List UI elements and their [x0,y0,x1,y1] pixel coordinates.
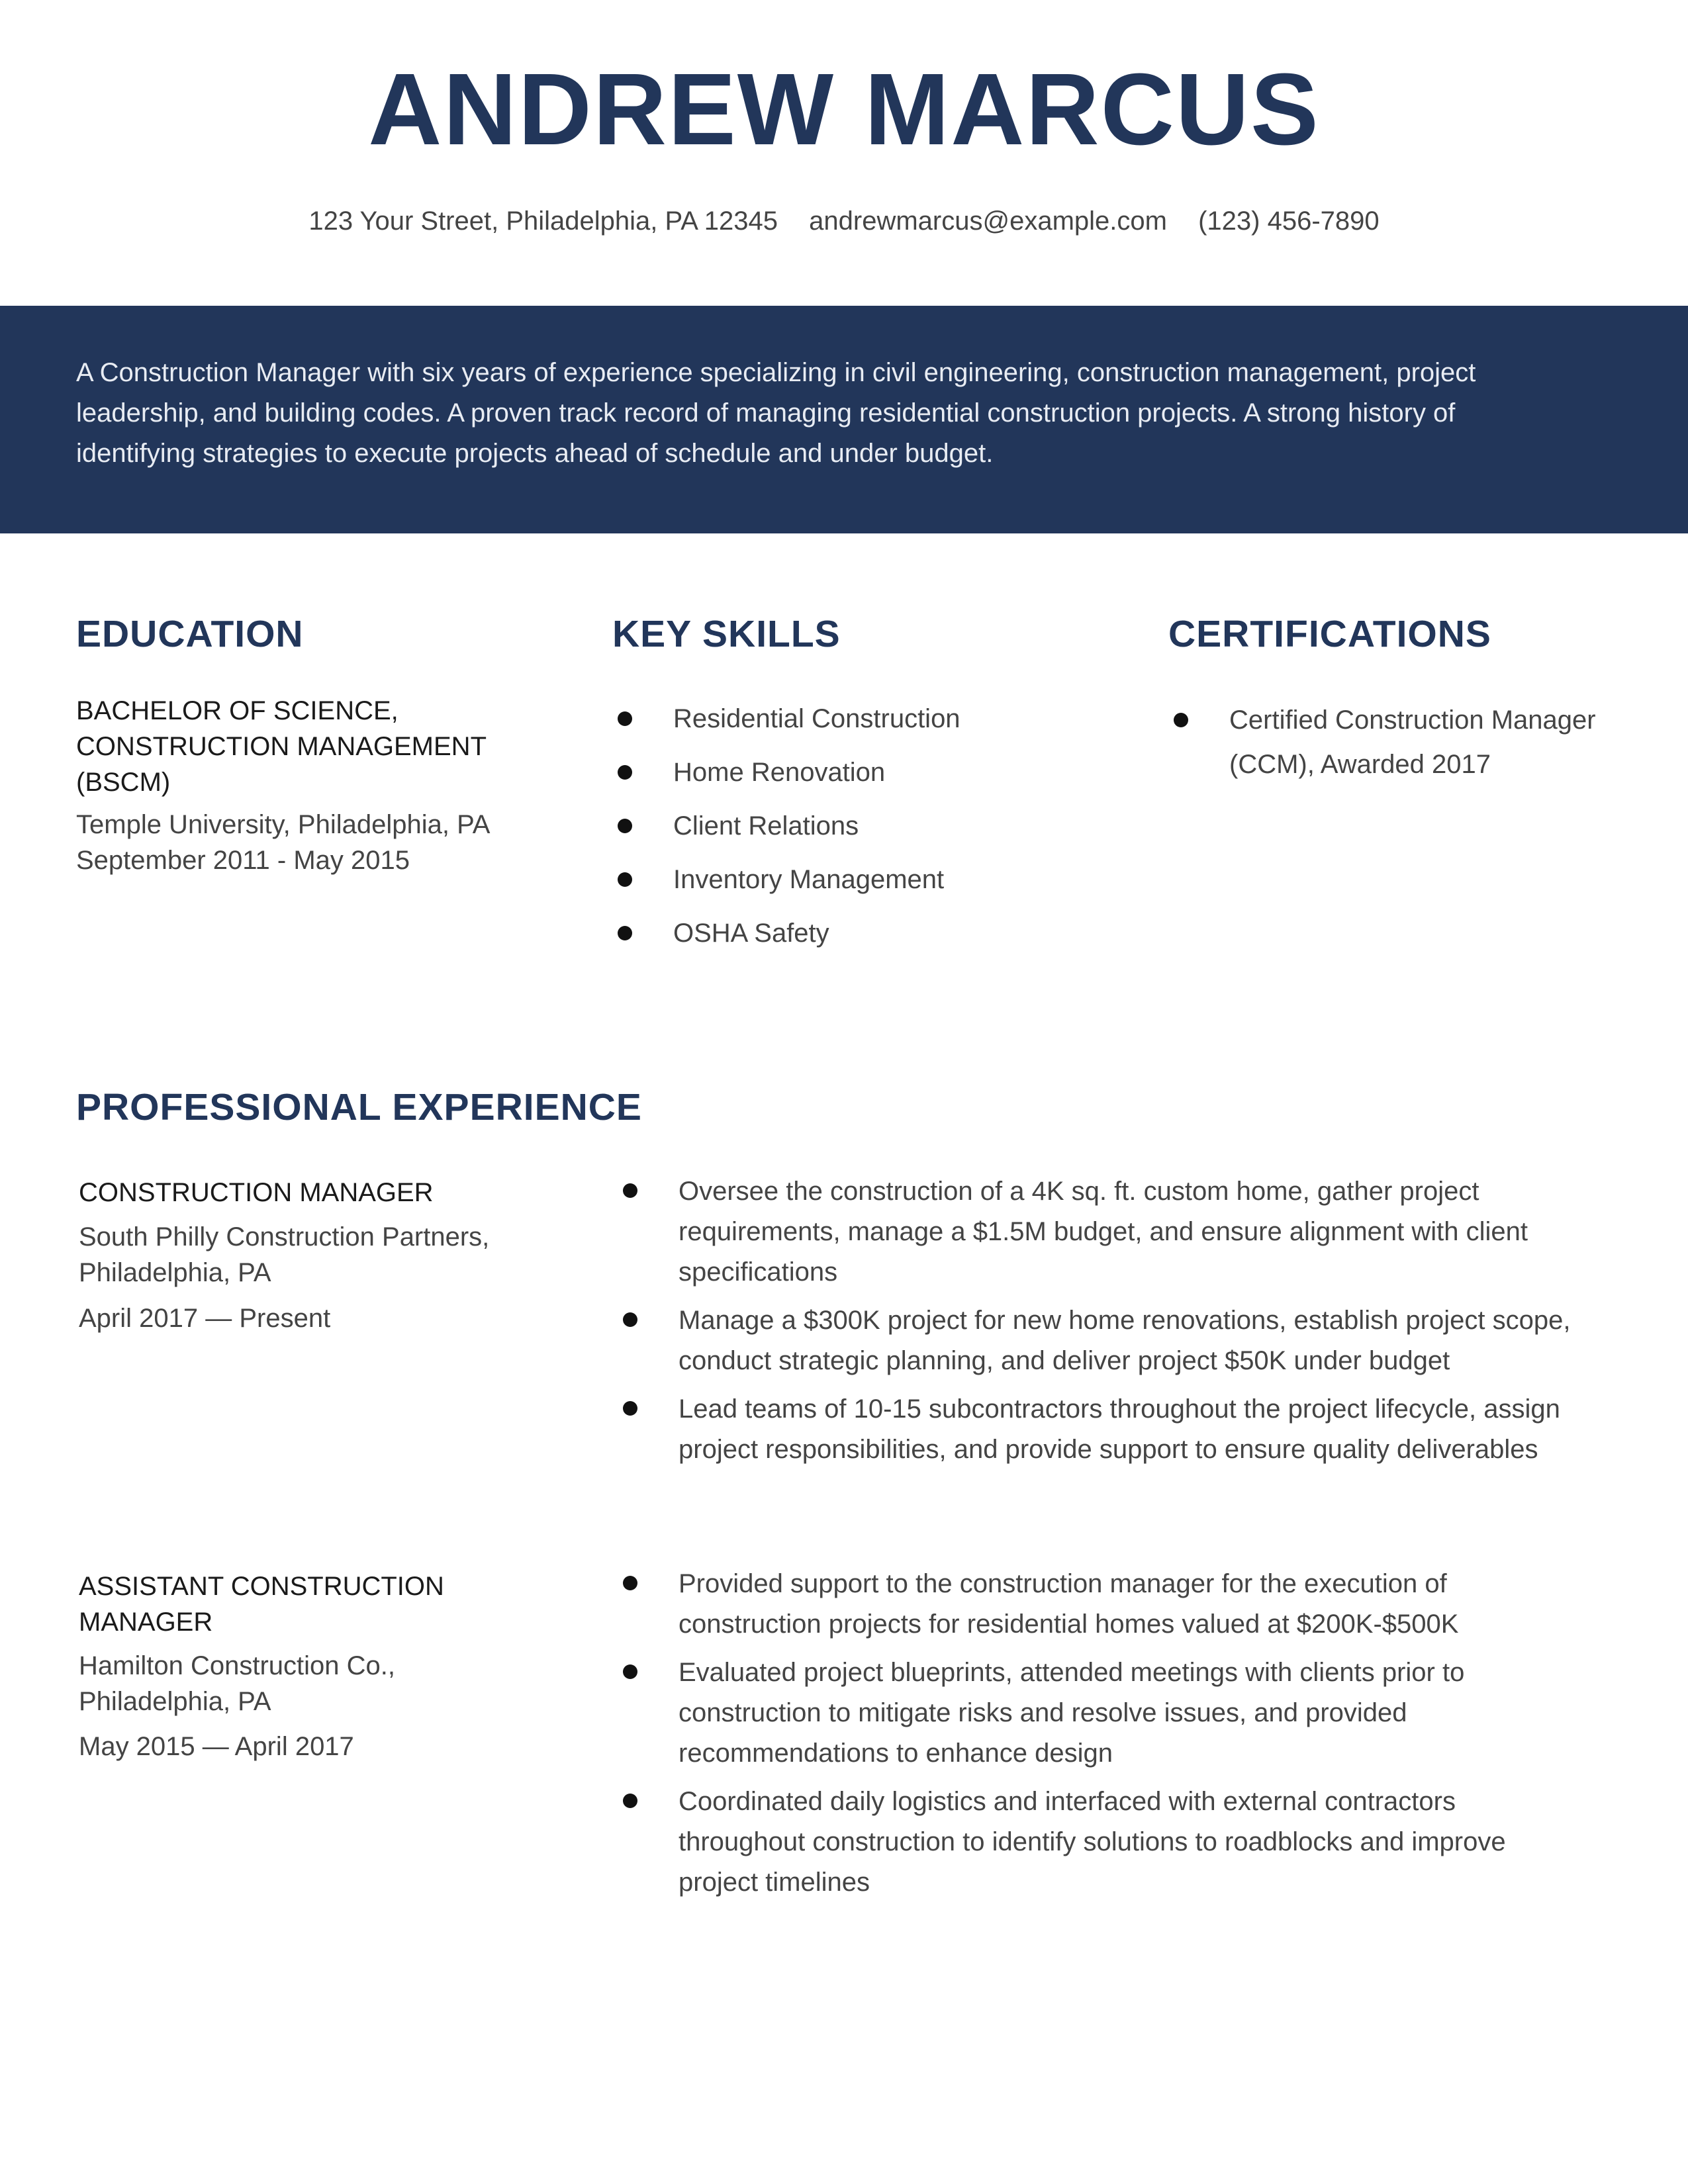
job-bullet-text: Evaluated project blueprints, attended meetings with clients prior to construction to mitigate risks and resolve issues, and provided recommendations to enhance design [679,1658,1465,1768]
bullet-dot [618,819,632,833]
job-dates: May 2015 — April 2017 [79,1732,354,1761]
job-bullet [618,1782,1584,1903]
job-bullet-text: Oversee the construction of a 4K sq. ft. custom home, gather project requirements, manage a $1.5M budget, and ensure alignment with client specifications [679,1177,1528,1287]
job-company: South Philly Construction Partners, Philadelphia, PA [79,1222,490,1287]
job-bullet [618,1389,1584,1470]
job-bullet [618,1300,1584,1381]
contact-line [0,206,1688,236]
bullet-dot [618,765,632,780]
certifications-list [1168,698,1625,787]
job-title: CONSTRUCTION MANAGER [79,1178,434,1207]
job-bullet [618,1653,1584,1774]
skill-label: Residential Construction [673,704,961,733]
bullet-dot [623,1794,637,1808]
skill-label: Inventory Management [673,865,945,894]
experience-heading: PROFESSIONAL EXPERIENCE [76,1086,642,1128]
skill-item [612,862,1115,915]
job-title: ASSISTANT CONSTRUCTION MANAGER [79,1572,444,1637]
bullet-dot [618,711,632,726]
skill-label: Home Renovation [673,758,886,787]
skill-item [612,915,1115,969]
skills-heading: KEY SKILLS [612,613,841,655]
bullet-dot [618,926,632,940]
bullet-dot [623,1183,637,1198]
job-bullet [618,1564,1584,1645]
skill-label: Client Relations [673,811,859,841]
skill-item [612,808,1115,862]
contact-address: 123 Your Street, Philadelphia, PA 12345 [308,206,778,236]
job-bullet-text: Provided support to the construction manager for the execution of construction projects for residential homes valued at $200K-$500K [679,1569,1459,1639]
skills-list [612,701,1115,969]
education-degree: BACHELOR OF SCIENCE, CONSTRUCTION MANAGEMENT (BSCM) [76,696,487,797]
job-bullets [618,1171,1584,1478]
bullet-dot [618,872,632,887]
bullet-dot [623,1664,637,1679]
education-school: Temple University, Philadelphia, PA [76,810,491,839]
contact-email[interactable]: andrewmarcus@example.com [809,206,1167,236]
skill-item [612,701,1115,754]
education-dates: September 2011 - May 2015 [76,846,410,875]
bullet-dot [623,1401,637,1416]
education-heading: EDUCATION [76,613,304,655]
job-bullet [618,1171,1584,1293]
certifications-heading: CERTIFICATIONS [1168,613,1491,655]
certification-item [1168,698,1625,787]
job-bullet-text: Manage a $300K project for new home renovations, establish project scope, conduct strategic planning, and deliver project $50K under budget [679,1306,1571,1375]
summary-text: A Construction Manager with six years of experience specializing in civil engineering, construction management, project leadership, and building codes. A proven track record of managing residential construction projects. A strong history of identifying strategies to execute projects ahead of schedule and under budget. [76,358,1476,468]
skill-label: OSHA Safety [673,919,829,948]
resume-name: ANDREW MARCUS [368,52,1320,166]
certification-label: Certified Construction Manager (CCM), Awarded 2017 [1229,705,1596,779]
job-bullet-text: Coordinated daily logistics and interfaced with external contractors throughout construction to identify solutions to roadblocks and improve project timelines [679,1787,1506,1897]
job-bullet-text: Lead teams of 10-15 subcontractors throughout the project lifecycle, assign project responsibilities, and provide support to ensure quality deliverables [679,1394,1560,1464]
job-bullets [618,1564,1584,1911]
job-company: Hamilton Construction Co., Philadelphia, PA [79,1651,395,1716]
job-dates: April 2017 — Present [79,1304,331,1333]
contact-phone[interactable]: (123) 456-7890 [1198,206,1380,236]
skill-item [612,754,1115,808]
bullet-dot [1174,713,1188,727]
bullet-dot [623,1576,637,1590]
bullet-dot [623,1312,637,1327]
